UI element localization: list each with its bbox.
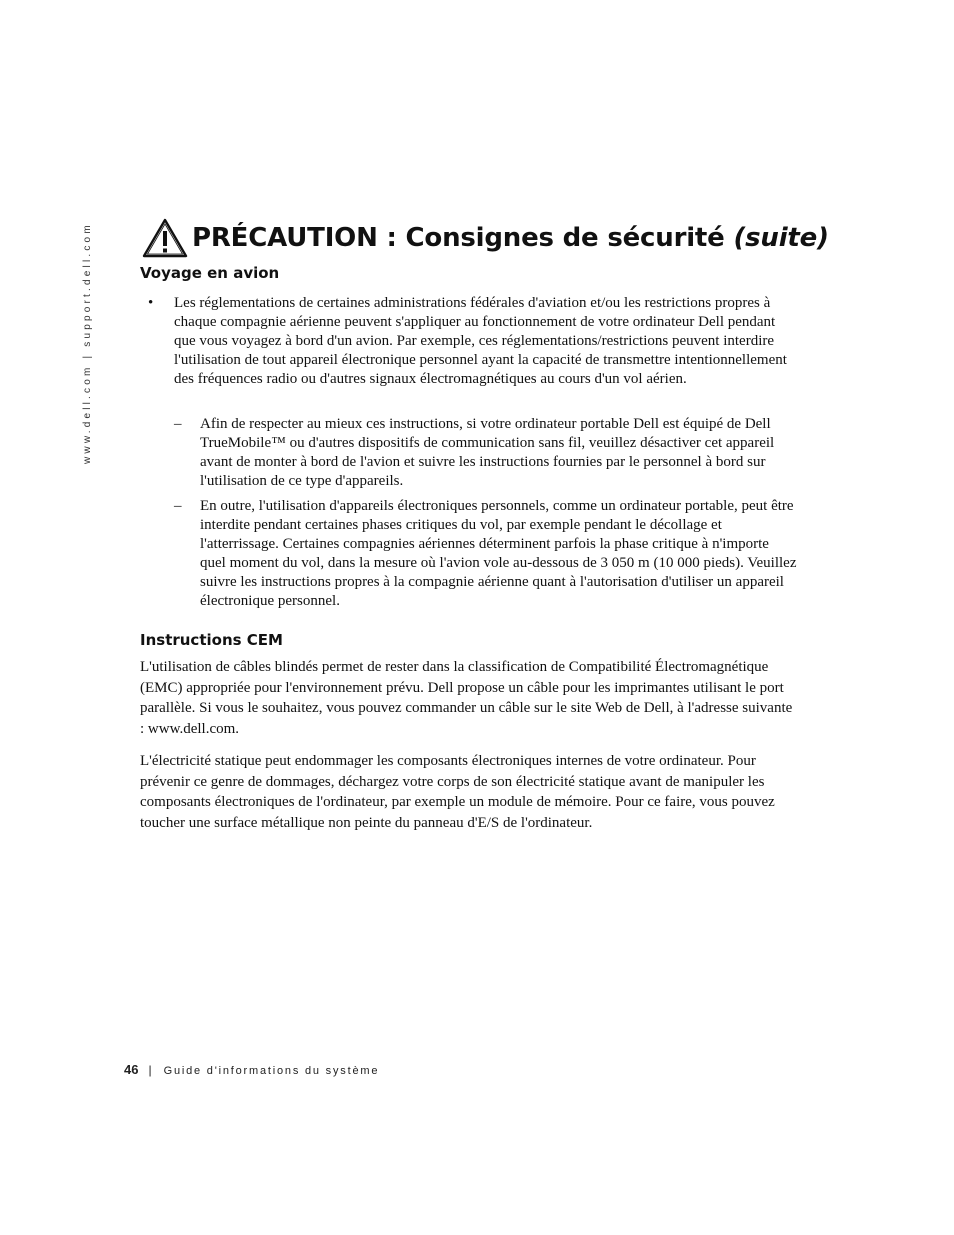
paragraph-emc: [140, 657, 800, 739]
page-title: [192, 223, 829, 253]
dash-marker: –: [174, 498, 182, 514]
guide-title: Guide d'informations du système: [163, 1065, 380, 1077]
sub-item-1: Afin de respecter au mieux ces instructions, si votre ordinateur portable Dell est équipé de Dell TrueMobile™ ou d'autres dispositifs de communication sans fil, veuillez désactiver cet appareil avant de monter à bord de l'avion et suivre les instructions fournies par le personnel à bord sur l'utilisation de ce type d'appareils.: [200, 416, 775, 489]
heading-voyage-en-avion: Voyage en avion: [140, 264, 280, 282]
bullet-text: Les réglementations de certaines administrations fédérales d'aviation et/ou les restrictions propres à chaque compagnie aérienne peuvent s'appliquer au fonctionnement de votre ordinateur Dell pendant que vous voyagez à bord d'un avion. Par exemple, ces réglementations/restrictions peuvent interdire l'utilisation de tout appareil électronique personnel ayant la capacité de transmettre intentionnellement des fréquences radio ou d'autres signaux électromagnétiques au cours d'un vol aérien.: [174, 295, 787, 387]
warning-triangle-icon: [142, 218, 188, 258]
side-url: www.dell.com | support.dell.com: [82, 222, 93, 464]
paragraph-static: L'électricité statique peut endommager les composants électroniques internes de votre ordinateur. Pour prévenir ce genre de dommages, déchargez votre corps de son électricité statique avant de manipuler les composants électroniques de l'ordinateur, par exemple un module de mémoire. Pour ce faire, vous pouvez toucher une surface métallique non peinte du panneau d'E/S de l'ordinateur.: [140, 753, 775, 831]
bullet-marker: •: [148, 295, 154, 311]
paragraph-emc-end: .: [235, 720, 240, 737]
page-title-row: [142, 218, 829, 258]
sub-item-2: En outre, l'utilisation d'appareils électroniques personnels, comme un ordinateur portable, peut être interdite pendant certaines phases critiques du vol, par exemple pendant le décollage et l'atterrissage. Certaines compagnies aériennes déterminent parfois la phase critique à n'importe quel moment du vol, dans la mesure où l'avion vole au-dessous de 3 050 m (10 000 pieds). Veuillez suivre les instructions propres à la compagnie aérienne quant à l'autorisation d'utiliser un appareil électronique personnel.: [200, 498, 797, 609]
dash-marker: –: [174, 416, 182, 432]
dell-link[interactable]: www.dell.com: [147, 720, 236, 737]
page-footer: [124, 1062, 379, 1077]
paragraph-emc-text: L'utilisation de câbles blindés permet de rester dans la classification de Compatibilité Électromagnétique (EMC) appropriée pour l'environnement prévu. Dell propose un câble pour les imprimantes utilisant le port parallèle. Si vous le souhaitez, vous pouvez commander un câble sur le site Web de Dell, à l'adresse suivante :: [140, 659, 793, 737]
footer-separator: |: [148, 1063, 152, 1077]
heading-instructions-cem: Instructions CEM: [140, 631, 283, 649]
title-suffix: (suite): [733, 223, 829, 253]
page-number: 46: [124, 1062, 139, 1077]
title-main: PRÉCAUTION : Consignes de sécurité: [192, 223, 734, 253]
